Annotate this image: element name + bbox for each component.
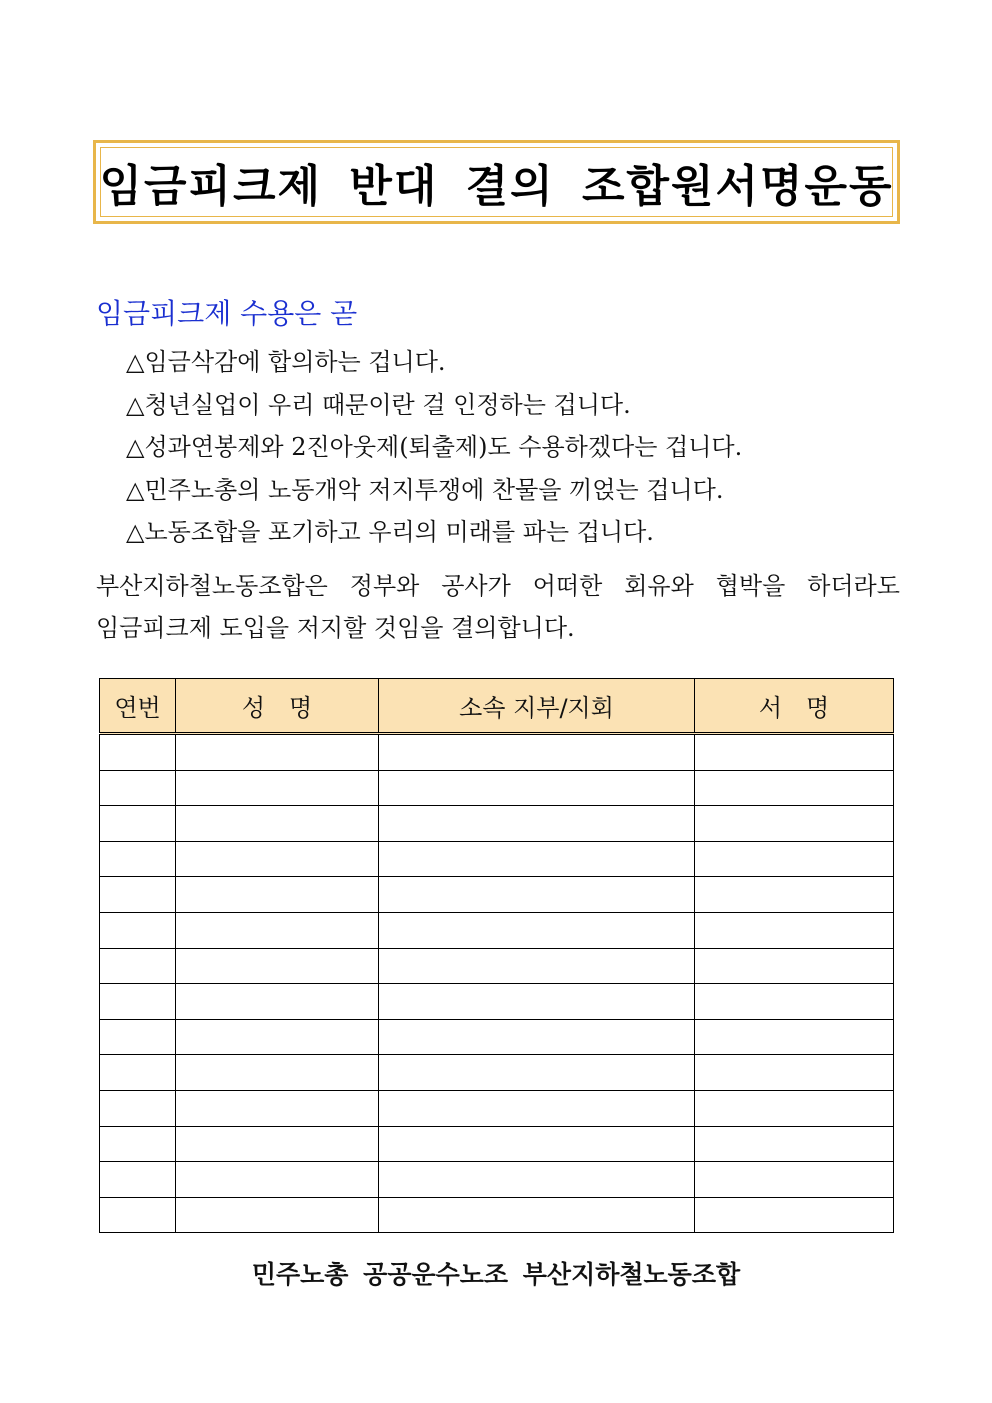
table-row bbox=[100, 948, 894, 984]
bullet-list bbox=[126, 341, 742, 554]
table-row bbox=[100, 806, 894, 842]
footer-organization: 민주노총 공공운수노조 부산지하철노동조합 bbox=[251, 1260, 741, 1289]
serial-number-cell[interactable] bbox=[100, 770, 176, 806]
name-cell[interactable] bbox=[176, 841, 379, 877]
serial-number-cell[interactable] bbox=[100, 1019, 176, 1055]
table-header-row bbox=[100, 679, 894, 734]
table-row bbox=[100, 1090, 894, 1126]
serial-number-cell[interactable] bbox=[100, 1162, 176, 1198]
name-cell[interactable] bbox=[176, 806, 379, 842]
table-row bbox=[100, 841, 894, 877]
header-affiliation: 소속 지부/지회 bbox=[379, 679, 695, 734]
signature-cell[interactable] bbox=[695, 1090, 894, 1126]
signature-cell[interactable] bbox=[695, 1019, 894, 1055]
bullet-item: △노동조합을 포기하고 우리의 미래를 파는 겁니다. bbox=[126, 518, 654, 546]
signature-cell[interactable] bbox=[695, 770, 894, 806]
resolution-word: 협박을 bbox=[715, 572, 786, 600]
header-signature: 서 명 bbox=[695, 679, 894, 734]
name-cell[interactable] bbox=[176, 1126, 379, 1162]
resolution-word: 회유와 bbox=[624, 572, 694, 600]
bullet-item: △민주노총의 노동개악 저지투쟁에 찬물을 끼얹는 겁니다. bbox=[126, 475, 724, 504]
affiliation-cell[interactable] bbox=[379, 948, 695, 984]
name-cell[interactable] bbox=[176, 1055, 379, 1091]
serial-number-cell[interactable] bbox=[100, 1055, 176, 1091]
affiliation-cell[interactable] bbox=[379, 1162, 695, 1198]
affiliation-cell[interactable] bbox=[379, 1055, 695, 1091]
table-row bbox=[100, 1126, 894, 1162]
resolution-paragraph bbox=[96, 565, 900, 649]
affiliation-cell[interactable] bbox=[379, 806, 695, 842]
page-title: 임금피크제 반대 결의 조합원서명운동 bbox=[99, 161, 894, 212]
table-row bbox=[100, 770, 894, 806]
table-row bbox=[100, 1197, 894, 1233]
name-cell[interactable] bbox=[176, 912, 379, 948]
serial-number-cell[interactable] bbox=[100, 912, 176, 948]
serial-number-cell[interactable] bbox=[100, 734, 176, 771]
title-box bbox=[93, 140, 900, 224]
title-box-inner bbox=[100, 147, 893, 217]
resolution-word: 하더라도 bbox=[807, 572, 900, 600]
signature-cell[interactable] bbox=[695, 806, 894, 842]
serial-number-cell[interactable] bbox=[100, 984, 176, 1020]
name-cell[interactable] bbox=[176, 1019, 379, 1055]
name-cell[interactable] bbox=[176, 1162, 379, 1198]
resolution-word: 정부와 bbox=[349, 572, 420, 600]
signature-cell[interactable] bbox=[695, 948, 894, 984]
bullet-item: △임금삭감에 합의하는 겁니다. bbox=[126, 348, 446, 376]
resolution-line-1 bbox=[96, 565, 900, 607]
table-row bbox=[100, 1055, 894, 1091]
signature-cell[interactable] bbox=[695, 841, 894, 877]
table-row bbox=[100, 1019, 894, 1055]
serial-number-cell[interactable] bbox=[100, 841, 176, 877]
resolution-word: 공사가 bbox=[441, 572, 511, 600]
affiliation-cell[interactable] bbox=[379, 1126, 695, 1162]
signature-table-body bbox=[100, 734, 894, 1233]
header-name: 성 명 bbox=[176, 679, 379, 734]
signature-table bbox=[99, 678, 894, 1233]
resolution-word: 부산지하철노동조합은 bbox=[96, 572, 328, 600]
table-row bbox=[100, 1162, 894, 1198]
affiliation-cell[interactable] bbox=[379, 984, 695, 1020]
serial-number-cell[interactable] bbox=[100, 1090, 176, 1126]
serial-number-cell[interactable] bbox=[100, 1197, 176, 1233]
name-cell[interactable] bbox=[176, 770, 379, 806]
affiliation-cell[interactable] bbox=[379, 877, 695, 913]
affiliation-cell[interactable] bbox=[379, 734, 695, 771]
bullet-item: △성과연봉제와 2진아웃제(퇴출제)도 수용하겠다는 겁니다. bbox=[126, 433, 743, 461]
signature-cell[interactable] bbox=[695, 1126, 894, 1162]
serial-number-cell[interactable] bbox=[100, 948, 176, 984]
serial-number-cell[interactable] bbox=[100, 806, 176, 842]
table-row bbox=[100, 912, 894, 948]
resolution-word: 어떠한 bbox=[532, 572, 603, 600]
signature-cell[interactable] bbox=[695, 1055, 894, 1091]
bullet-item: △청년실업이 우리 때문이란 걸 인정하는 겁니다. bbox=[126, 390, 631, 419]
affiliation-cell[interactable] bbox=[379, 912, 695, 948]
serial-number-cell[interactable] bbox=[100, 877, 176, 913]
header-serial-number: 연번 bbox=[100, 679, 176, 734]
signature-cell[interactable] bbox=[695, 1162, 894, 1198]
name-cell[interactable] bbox=[176, 948, 379, 984]
name-cell[interactable] bbox=[176, 877, 379, 913]
subheading: 임금피크제 수용은 곧 bbox=[96, 297, 358, 330]
name-cell[interactable] bbox=[176, 1197, 379, 1233]
signature-cell[interactable] bbox=[695, 734, 894, 771]
affiliation-cell[interactable] bbox=[379, 841, 695, 877]
signature-cell[interactable] bbox=[695, 984, 894, 1020]
name-cell[interactable] bbox=[176, 1090, 379, 1126]
signature-cell[interactable] bbox=[695, 1197, 894, 1233]
name-cell[interactable] bbox=[176, 734, 379, 771]
affiliation-cell[interactable] bbox=[379, 1197, 695, 1233]
table-row bbox=[100, 984, 894, 1020]
name-cell[interactable] bbox=[176, 984, 379, 1020]
affiliation-cell[interactable] bbox=[379, 770, 695, 806]
resolution-line-2: 임금피크제 도입을 저지할 것임을 결의합니다. bbox=[96, 614, 575, 642]
table-row bbox=[100, 734, 894, 771]
affiliation-cell[interactable] bbox=[379, 1090, 695, 1126]
signature-cell[interactable] bbox=[695, 877, 894, 913]
serial-number-cell[interactable] bbox=[100, 1126, 176, 1162]
table-row bbox=[100, 877, 894, 913]
affiliation-cell[interactable] bbox=[379, 1019, 695, 1055]
signature-cell[interactable] bbox=[695, 912, 894, 948]
